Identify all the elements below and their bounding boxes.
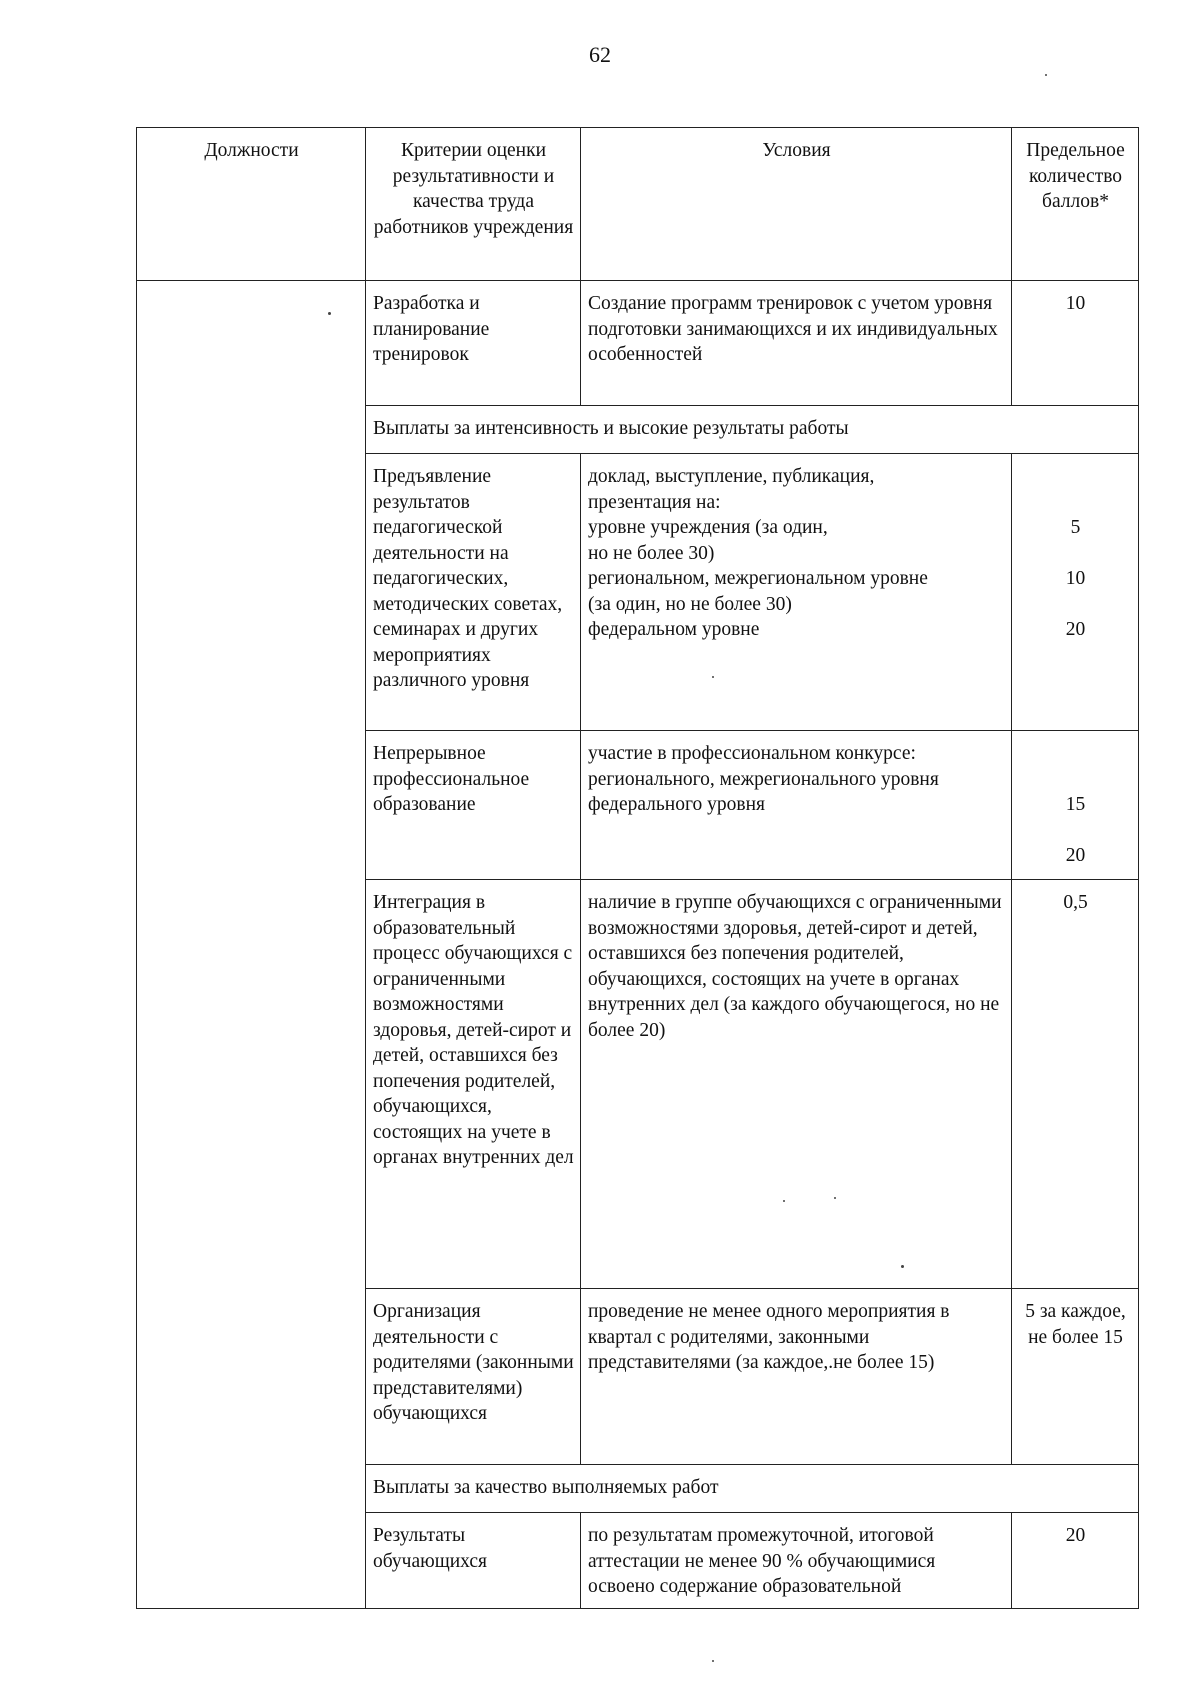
condition-level-regional: региональном, межрегиональном уровне: [588, 568, 928, 589]
points-parents: 5 за каждое, не более 15: [1012, 1289, 1139, 1465]
table-row-training: [137, 281, 1139, 406]
points-institution: 5: [1070, 517, 1081, 538]
points-contest-regional: 15: [1065, 794, 1086, 815]
scan-speck: [328, 312, 331, 315]
table-header-row: [137, 128, 1139, 281]
criterion-presentation: Предъявление результатов педагогической деятельности на педагогических, методических советах, семинарах и других мероприятиях различного уровня: [366, 454, 581, 731]
condition-contest: участие в профессиональном конкурсе:: [588, 743, 916, 764]
positions-cell: [137, 281, 366, 1609]
points-integration: 0,5: [1012, 880, 1139, 1289]
header-criteria: Критерии оценки результативности и качества труда работников учреждения: [366, 128, 581, 281]
condition-results: по результатам промежуточной, итоговой аттестации не менее 90 % обучающимися освоено содержание образовательной: [581, 1513, 1012, 1609]
scan-speck: [1045, 74, 1047, 76]
criterion-parents: Организация деятельности с родителями (законными представителями) обучающихся: [366, 1289, 581, 1465]
section-quality: Выплаты за качество выполняемых работ: [366, 1465, 1139, 1513]
points-regional: 10: [1065, 568, 1086, 589]
criterion-results: Результаты обучающихся: [366, 1513, 581, 1609]
points-education: [1012, 731, 1139, 880]
condition-level-institution: уровне учреждения (за один,: [588, 517, 828, 538]
criterion-training: Разработка и планирование тренировок: [366, 281, 581, 406]
scan-speck: [901, 1265, 904, 1268]
condition-level-federal: федеральном уровне: [588, 619, 760, 640]
header-max-points: Предельное количество баллов*: [1012, 128, 1139, 281]
criterion-education: Непрерывное профессиональное образование: [366, 731, 581, 880]
scan-speck: [783, 1200, 785, 1202]
header-positions: Должности: [137, 128, 366, 281]
points-training: 10: [1012, 281, 1139, 406]
condition-integration: наличие в группе обучающихся с ограниченными возможностями здоровья, детей-сирот и детей, оставшихся без попечения родителей, обучающихся, состоящих на учете в органах внутренних дел (за каждого обучающегося, но не более 20): [581, 880, 1012, 1289]
condition-parents: проведение не менее одного мероприятия в квартал с родителями, законными представителями (за каждое,.не более 15): [581, 1289, 1012, 1465]
condition-education: [581, 731, 1012, 880]
condition-level-institution-limit: но не более 30): [588, 542, 715, 564]
scan-speck: [712, 676, 714, 678]
condition-contest-federal: федерального уровня: [588, 794, 765, 815]
condition-intro-line: презентация на:: [588, 491, 721, 513]
scan-speck: [712, 1660, 714, 1662]
scan-speck: [834, 1197, 836, 1199]
condition-contest-regional: регионального, межрегионального уровня: [588, 768, 939, 790]
condition-presentation: [581, 454, 1012, 731]
condition-training: Создание программ тренировок с учетом уровня подготовки занимающихся и их индивидуальных особенностей: [581, 281, 1012, 406]
points-federal: 20: [1065, 619, 1086, 640]
points-presentation: [1012, 454, 1139, 731]
criteria-table: [136, 127, 1139, 1609]
section-intensity: Выплаты за интенсивность и высокие результаты работы: [366, 406, 1139, 454]
condition-intro-line: доклад, выступление, публикация,: [588, 466, 875, 487]
points-results: 20: [1012, 1513, 1139, 1609]
criterion-integration: Интеграция в образовательный процесс обучающихся с ограниченными возможностями здоровья, детей-сирот и детей, оставшихся без попечения родителей, обучающихся, состоящих на учете в органах внутренних дел: [366, 880, 581, 1289]
condition-level-regional-limit: (за один, но не более 30): [588, 593, 792, 615]
points-contest-federal: 20: [1065, 845, 1086, 866]
header-conditions: Условия: [581, 128, 1012, 281]
page-number: 62: [589, 42, 611, 67]
